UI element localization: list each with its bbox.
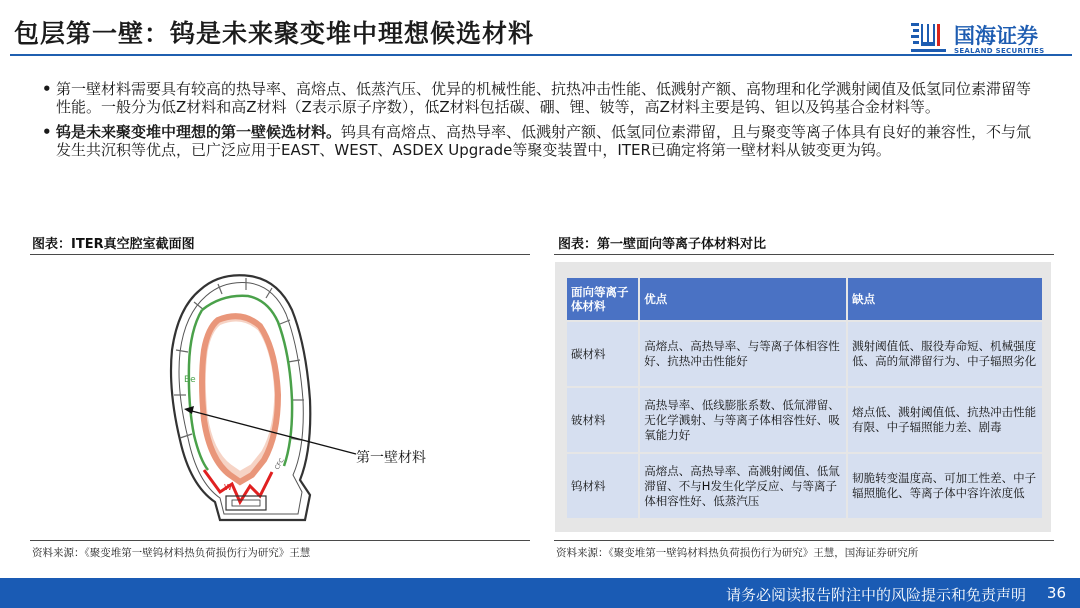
label-cfc: CFC	[273, 457, 286, 471]
cell-cons: 韧脆转变温度高、可加工性差、中子辐照脆化、等离子体中容许浓度低	[848, 454, 1042, 518]
material-comparison-panel	[555, 262, 1051, 532]
right-source-rule	[554, 540, 1054, 541]
bullet-dot-icon: •	[42, 123, 52, 141]
first-wall-callout: 第一壁材料	[356, 450, 426, 466]
bullet-dot-icon: •	[42, 80, 52, 98]
label-w: W	[224, 483, 232, 492]
cell-material: 铍材料	[567, 388, 638, 452]
table-header-row	[567, 278, 1042, 320]
cell-pros: 高热导率、低线膨胀系数、低氚滞留、无化学溅射、与等离子体相容性好、吸氧能力好	[640, 388, 846, 452]
cell-pros: 高熔点、高热导率、高溅射阈值、低氚滞留、不与H发生化学反应、与等离子体相容性好、低蒸汽压	[640, 454, 846, 518]
logo-mark-icon	[910, 20, 948, 56]
bullet-text: 第一壁材料需要具有较高的热导率、高熔点、低蒸汽压、优异的机械性能、抗热冲击性能、低溅射产额、高物理和化学溅射阈值及低氢同位素滞留等性能。一般分为低Z材料和高Z材料（Z表示原子序数），低Z材料包括碳、硼、锂、铍等，高Z材料主要是钨、钽以及钨基合金材料等。	[56, 80, 1032, 116]
cell-pros: 高熔点、高热导率、与等离子体相容性好、抗热冲击性能好	[640, 322, 846, 386]
label-be: Be	[184, 375, 196, 385]
bullet-item	[32, 124, 1042, 159]
footer-disclaimer: 请务必阅读报告附注中的风险提示和免责声明	[725, 586, 1026, 604]
bullet-text: 钨具有高熔点、高热导率、低溅射产额、低氢同位素滞留，且与聚变等离子体具有良好的兼容性，不与氚发生共沉积等优点，已广泛应用于EAST、WEST、ASDEX Upgrade等聚变装置中，ITER已确定将第一壁材料从铍变更为钨。	[56, 123, 1032, 159]
left-source-rule	[30, 540, 530, 541]
iter-vacuum-vessel-diagram	[160, 270, 390, 535]
table-row	[567, 322, 1042, 386]
left-figure-rule	[30, 254, 530, 255]
cell-cons: 熔点低、溅射阈值低、抗热冲击性能有限、中子辐照能力差、剧毒	[848, 388, 1042, 452]
header-pros: 优点	[640, 278, 846, 320]
logo-name-cn: 国海证券	[954, 24, 1038, 48]
cell-material: 碳材料	[567, 322, 638, 386]
page-number: 36	[1046, 584, 1066, 602]
cell-material: 钨材料	[567, 454, 638, 518]
right-figure-rule	[554, 254, 1054, 255]
header-material: 面向等离子体材料	[567, 278, 638, 320]
logo-name-en: SEALAND SECURITIES	[954, 47, 1045, 55]
material-comparison-table	[565, 276, 1044, 520]
company-logo	[910, 20, 1070, 60]
header-cons: 缺点	[848, 278, 1042, 320]
bullet-list	[32, 81, 1042, 167]
table-row	[567, 388, 1042, 452]
slide-title: 包层第一壁：钨是未来聚变堆中理想候选材料	[14, 19, 535, 48]
left-figure-title: 图表：ITER真空腔室截面图	[32, 237, 195, 252]
bullet-item	[32, 81, 1042, 116]
right-figure-title: 图表：第一壁面向等离子体材料对比	[558, 237, 767, 252]
cell-cons: 溅射阈值低、服役寿命短、机械强度低、高的氚滞留行为、中子辐照劣化	[848, 322, 1042, 386]
bullet-bold-lead: 钨是未来聚变堆中理想的第一壁候选材料。	[56, 123, 342, 141]
table-row	[567, 454, 1042, 518]
right-figure-source: 资料来源：《聚变堆第一壁钨材料热负荷损伤行为研究》王慧，国海证券研究所	[556, 547, 919, 559]
footer-bar	[0, 578, 1080, 608]
left-figure-source: 资料来源：《聚变堆第一壁钨材料热负荷损伤行为研究》王慧	[32, 547, 311, 559]
